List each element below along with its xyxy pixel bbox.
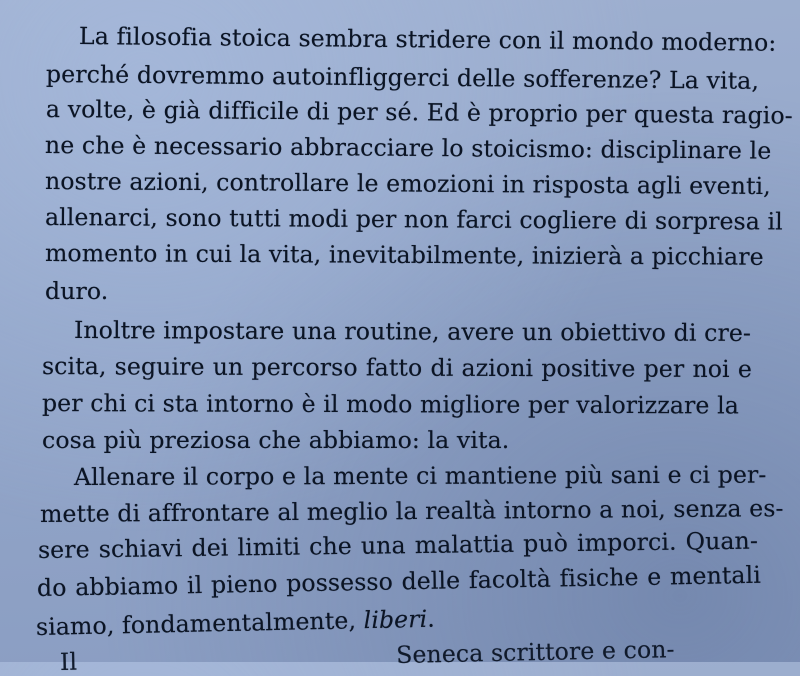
text-line: mette di affrontare al meglio la realtà intorno a noi, senza es- bbox=[39, 494, 784, 528]
text-line: do abbiamo il pieno possesso delle facoltà fisiche e mentali bbox=[36, 560, 762, 602]
text-line: duro. bbox=[45, 277, 109, 305]
text-line: per chi ci sta intorno è il modo migliore per valorizzare la bbox=[41, 389, 739, 420]
italic-word: liberi bbox=[363, 604, 428, 635]
text-line: ne che è necessario abbracciare lo stoicismo: disciplinare le bbox=[44, 131, 772, 165]
text-line: Inoltre impostare una routine, avere un obiettivo di cre- bbox=[73, 316, 752, 347]
text-line: a volte, è già difficile di per sé. Ed è proprio per questa ragio- bbox=[45, 95, 793, 130]
cutoff-text-line: Il Seneca scrittore e con- bbox=[59, 635, 675, 676]
text-line: momento in cui la vita, inevitabilmente, inizierà a picchiare bbox=[44, 239, 764, 271]
text-line: nostre azioni, controllare le emozioni in risposta agli eventi, bbox=[44, 167, 771, 201]
text-line: La filosofia stoica sembra stridere con il mondo moderno: bbox=[78, 22, 777, 57]
text-line: sere schiavi dei limiti che una malattia può imporci. Quan- bbox=[37, 526, 759, 564]
text-line: cosa più preziosa che abbiamo: la vita. bbox=[42, 426, 510, 454]
text-line-last bbox=[36, 605, 435, 641]
text-segment: siamo, fondamentalmente, bbox=[35, 606, 364, 641]
text-line: perché dovremmo autoinfliggerci delle sofferenze? La vita, bbox=[45, 60, 760, 95]
text-line: allenarci, sono tutti modi per non farci cogliere di sorpresa il bbox=[44, 203, 783, 236]
text-segment: . bbox=[426, 604, 436, 633]
text-line: scita, seguire un percorso fatto di azioni positive per noi e bbox=[41, 352, 753, 384]
text-line: Allenare il corpo e la mente ci mantiene più sani e ci per- bbox=[73, 460, 767, 491]
